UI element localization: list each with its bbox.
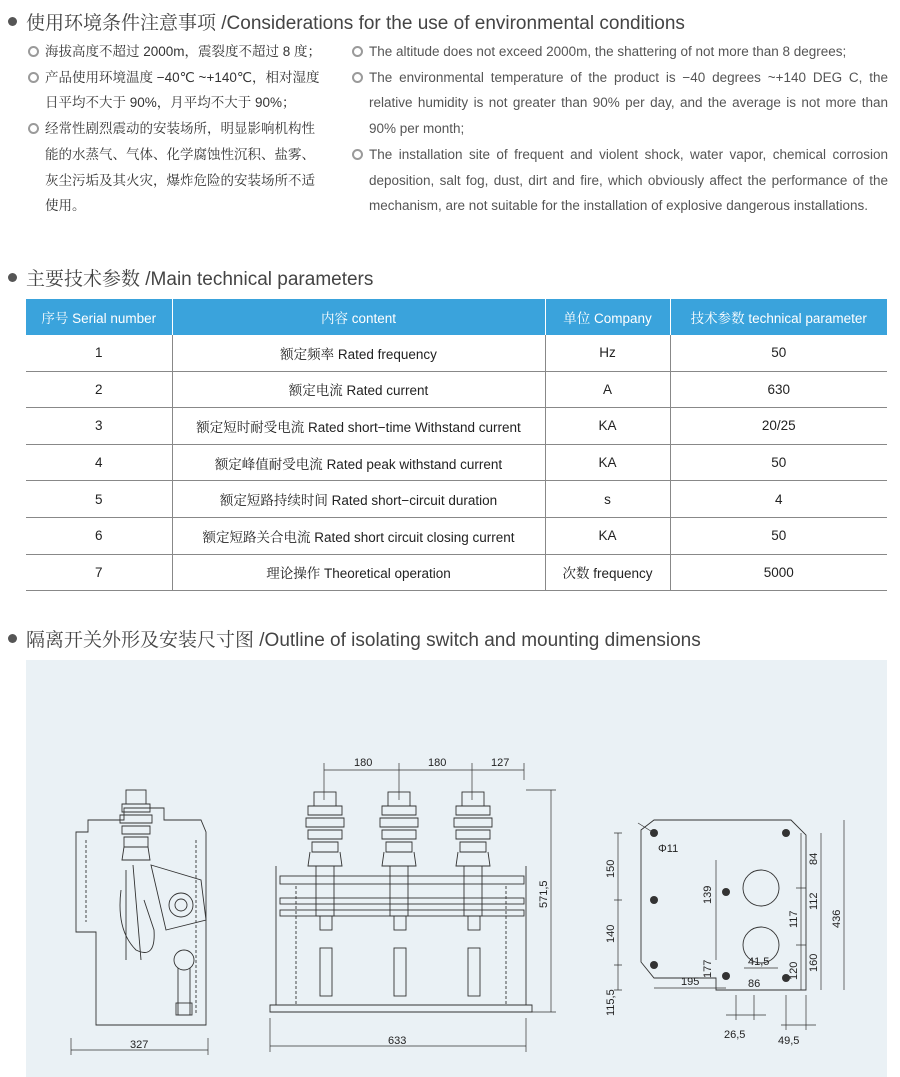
front-view (270, 757, 556, 1052)
cell: 额定短路持续时间 Rated short−circuit duration (172, 481, 545, 518)
considerations-en (352, 39, 888, 219)
dim-plate-left-2: 140 (605, 924, 617, 943)
cell: Hz (545, 335, 670, 371)
section-title-outline: 隔离开关外形及安装尺寸图 /Outline of isolating switch and mounting dimensions (8, 625, 701, 652)
cell: 5000 (670, 554, 887, 591)
cell: s (545, 481, 670, 518)
table-row (26, 481, 887, 518)
cell: 额定短时耐受电流 Rated short−time Withstand current (172, 408, 545, 445)
header-parameter: 技术参数 technical parameter (670, 299, 887, 335)
cell: 额定频率 Rated frequency (172, 335, 545, 371)
insulator-pole-3 (454, 792, 492, 996)
cell: 次数 frequency (545, 554, 670, 591)
cell: 50 (670, 517, 887, 554)
dim-front-top-1: 180 (354, 757, 373, 769)
dim-plate-right-4: 436 (831, 909, 843, 928)
table-row (26, 517, 887, 554)
section-title-params: 主要技术参数 /Main technical parameters (8, 264, 373, 291)
table-header-row (26, 299, 887, 335)
dim-plate-right-6: 120 (788, 961, 800, 980)
cell: A (545, 371, 670, 408)
cell: 5 (26, 481, 172, 518)
dim-front-top-3: 127 (491, 757, 510, 769)
dim-plate-bottom-1: 26,5 (724, 1029, 746, 1041)
cell: 1 (26, 335, 172, 371)
bullet-dot-icon (8, 634, 17, 643)
header-unit: 单位 Company (545, 299, 670, 335)
technical-drawing (26, 660, 887, 1077)
dim-plate-bottom-2: 49,5 (778, 1035, 800, 1047)
dim-plate-right-3: 117 (788, 910, 800, 928)
table-row (26, 335, 887, 371)
table-row (26, 371, 887, 408)
dim-hole-diameter: Φ11 (658, 843, 679, 855)
table-row (26, 554, 887, 591)
dim-plate-right-1: 84 (808, 852, 820, 865)
header-content: 内容 content (172, 299, 545, 335)
ring-bullet-icon (28, 123, 39, 134)
params-table (26, 299, 887, 591)
dim-plate-right-5: 160 (808, 953, 820, 972)
ring-bullet-icon (352, 46, 363, 57)
dim-plate-left-1: 150 (605, 859, 617, 878)
cell: 4 (26, 444, 172, 481)
dim-plate-right-2: 112 (808, 892, 820, 910)
cell: KA (545, 517, 670, 554)
ring-bullet-icon (352, 72, 363, 83)
header-serial: 序号 Serial number (26, 299, 172, 335)
cell: 50 (670, 444, 887, 481)
cell: 额定短路关合电流 Rated short circuit closing current (172, 517, 545, 554)
list-item: The environmental temperature of the product is −40 degrees ~+140 DEG C, the relative humidity is not greater than 90% per day, and the average is not more than 90% per month; (352, 65, 888, 142)
cell: 额定峰值耐受电流 Rated peak withstand current (172, 444, 545, 481)
cell: 额定电流 Rated current (172, 371, 545, 408)
cell: 50 (670, 335, 887, 371)
considerations-zh (28, 39, 328, 219)
section-title-considerations: 使用环境条件注意事项 /Considerations for the use of environmental conditions (8, 8, 685, 35)
cell: 2 (26, 371, 172, 408)
outline-drawing (26, 660, 887, 1077)
mounting-plate-view (605, 820, 844, 1047)
cell: 理论操作 Theoretical operation (172, 554, 545, 591)
insulator-pole-1 (306, 792, 344, 996)
insulator-pole-2 (380, 792, 418, 996)
list-item: 产品使用环境温度 −40℃ ~+140℃，相对湿度日平均不大于 90%，月平均不大于 90%； (28, 65, 328, 116)
dim-front-top-2: 180 (428, 757, 447, 769)
bullet-dot-icon (8, 273, 17, 282)
list-item: 经常性剧烈震动的安装场所，明显影响机构性能的水蒸气、气体、化学腐蚀性沉积、盐雾、灰尘污垢及其火灾，爆炸危险的安装场所不适使用。 (28, 116, 328, 219)
cell: 630 (670, 371, 887, 408)
dim-plate-left-3: 115,5 (605, 989, 617, 1016)
cell: 3 (26, 408, 172, 445)
table-row (26, 444, 887, 481)
dim-plate-mid-2: 177 (702, 959, 714, 978)
dim-front-width: 633 (388, 1035, 407, 1047)
dim-plate-mid-1: 139 (702, 885, 714, 904)
side-view (71, 790, 208, 1055)
list-item: The altitude does not exceed 2000m, the shattering of not more than 8 degrees; (352, 39, 888, 65)
cell: 4 (670, 481, 887, 518)
dim-side-width: 327 (130, 1039, 149, 1051)
cell: 20/25 (670, 408, 887, 445)
dim-plate-h1: 41,5 (748, 956, 770, 968)
bullet-dot-icon (8, 17, 17, 26)
dim-plate-h2: 195 (681, 976, 700, 988)
cell: KA (545, 444, 670, 481)
cell: 7 (26, 554, 172, 591)
dim-plate-h3: 86 (748, 978, 761, 990)
ring-bullet-icon (28, 72, 39, 83)
ring-bullet-icon (352, 149, 363, 160)
list-item: The installation site of frequent and violent shock, water vapor, chemical corrosion deposition, salt fog, dust, dirt and fire, which obviously affect the performance of the mechanism, are not suitable for the installation of explosive dangerous installations. (352, 142, 888, 219)
dim-front-height: 571,5 (538, 880, 550, 908)
cell: 6 (26, 517, 172, 554)
list-item: 海拔高度不超过 2000m，震裂度不超过 8 度； (28, 39, 328, 65)
cell: KA (545, 408, 670, 445)
ring-bullet-icon (28, 46, 39, 57)
table-row (26, 408, 887, 445)
